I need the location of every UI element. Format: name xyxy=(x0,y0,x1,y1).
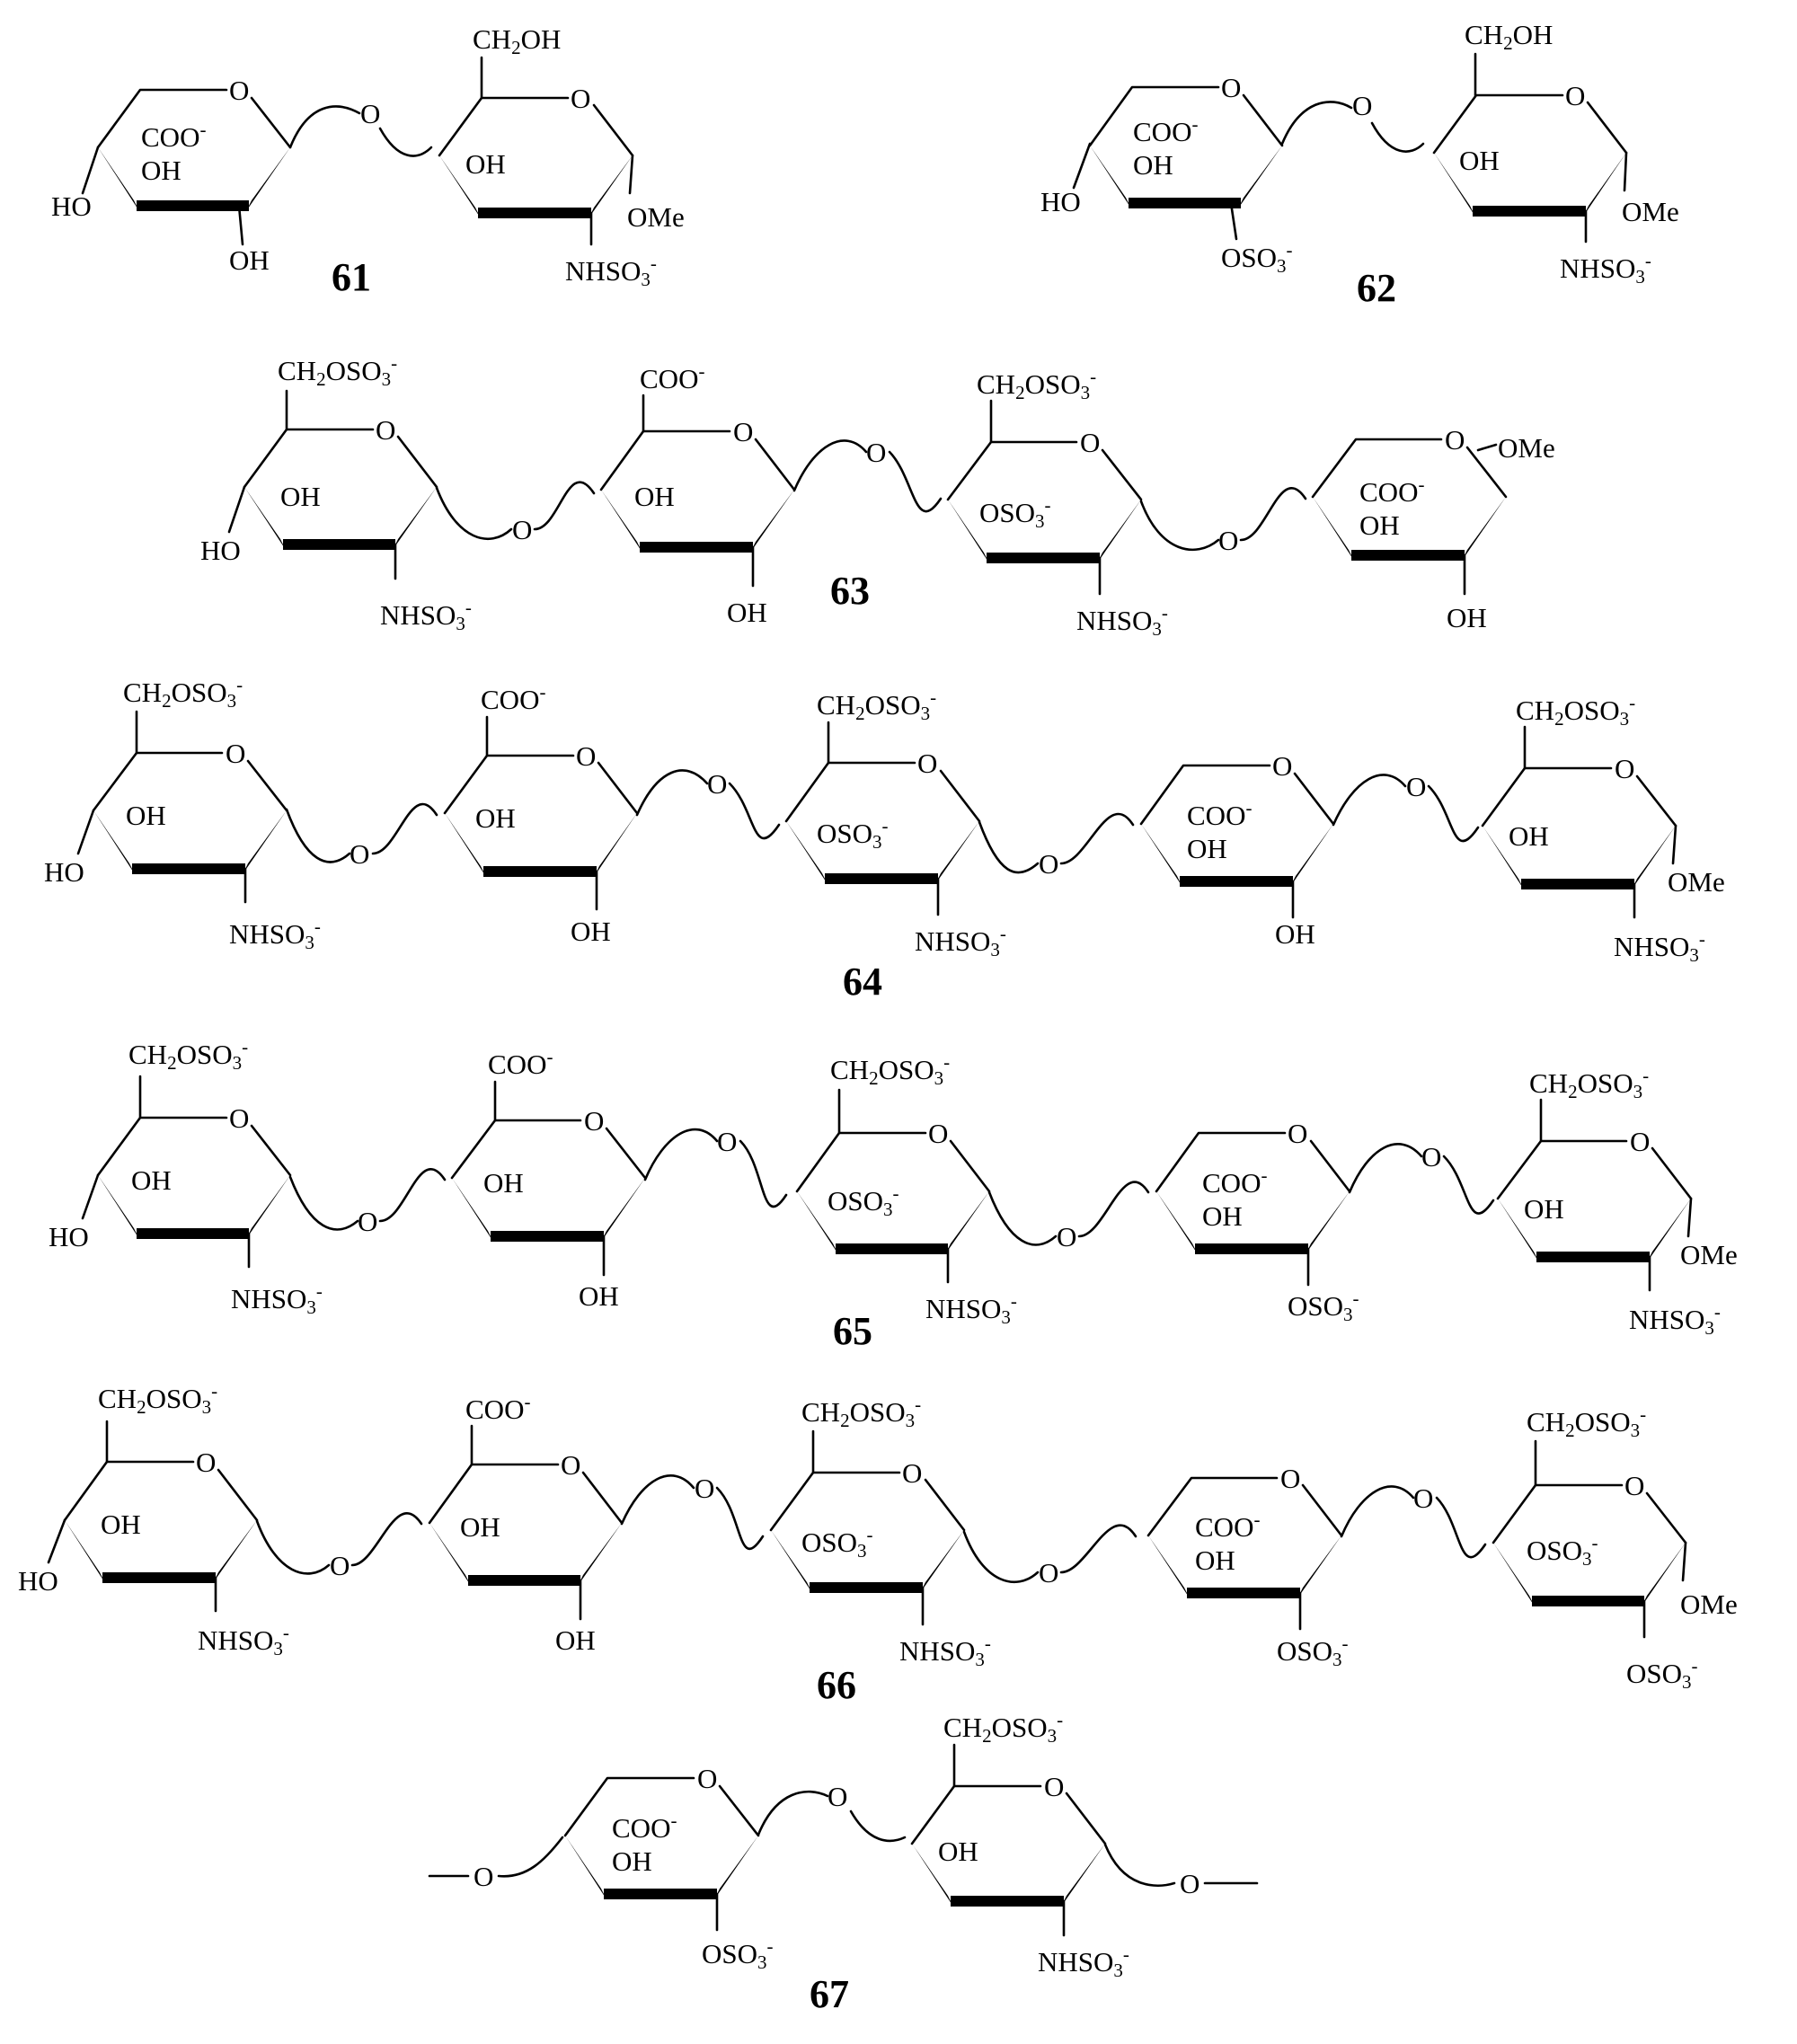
ring-oxygen: O xyxy=(229,75,250,106)
oso3-substituent: OSO3- xyxy=(1626,1655,1698,1694)
glycosidic-oxygen: O xyxy=(1218,525,1239,556)
ring-bond xyxy=(244,429,373,487)
nhso3-substituent: NHSO3- xyxy=(565,252,657,291)
ring-wedge-right xyxy=(935,821,979,884)
glycosidic-bond xyxy=(499,1837,562,1876)
compound-number: 63 xyxy=(830,569,870,613)
coo-substituent: COO- xyxy=(1187,797,1253,831)
glycosidic-oxygen: O xyxy=(1057,1221,1077,1252)
ho-substituent: HO xyxy=(200,535,241,566)
glycosidic-bond xyxy=(352,1513,421,1565)
ring-oxygen: O xyxy=(576,740,597,772)
ch2-substituent: CH2OSO3- xyxy=(1527,1403,1647,1442)
ome-substituent: OMe xyxy=(1622,196,1679,227)
ring-wedge-right xyxy=(920,1530,964,1593)
ring-wedge-right xyxy=(1061,1844,1105,1907)
ho-substituent: HO xyxy=(49,1221,89,1252)
ring-bond xyxy=(398,437,437,487)
compound-number: 64 xyxy=(843,960,882,1004)
substituent-bond xyxy=(1478,445,1496,450)
glycosidic-bond xyxy=(1333,774,1405,825)
oh-substituent: OH xyxy=(1133,149,1173,181)
ring-wedge-front xyxy=(1521,879,1634,889)
ring-bond xyxy=(1647,1493,1686,1543)
ring-wedge-right xyxy=(243,810,287,874)
glycosidic-oxygen: O xyxy=(1421,1141,1442,1172)
glycosidic-bond xyxy=(380,1169,445,1221)
oh-substituent: OH xyxy=(555,1624,596,1656)
ring-wedge-right xyxy=(246,147,290,211)
ch2-substituent: CH2OSO3- xyxy=(817,686,937,725)
ring-wedge-front xyxy=(1180,876,1293,887)
coo-substituent: COO- xyxy=(612,1810,677,1844)
glycosidic-oxygen: O xyxy=(474,1861,494,1892)
glycosidic-bond xyxy=(287,810,350,862)
ring-wedge-front xyxy=(1129,198,1241,208)
glycosidic-bond xyxy=(1437,1498,1485,1557)
ring-oxygen: O xyxy=(1565,80,1586,111)
ho-substituent: HO xyxy=(44,856,84,888)
ring-oxygen: O xyxy=(1221,72,1242,103)
ring-oxygen: O xyxy=(571,83,591,114)
ho-substituent: HO xyxy=(1040,186,1081,217)
oh-substituent: OH xyxy=(126,800,166,831)
ring-oxygen: O xyxy=(1624,1470,1645,1501)
glycosidic-bond xyxy=(964,1532,1038,1582)
glycosidic-oxygen: O xyxy=(1039,1557,1059,1588)
ring-bond xyxy=(1067,1793,1105,1844)
ring-wedge-right xyxy=(945,1191,989,1254)
glycosidic-oxygen: O xyxy=(330,1550,350,1581)
ring-oxygen: O xyxy=(917,748,938,779)
ring-wedge-right xyxy=(1306,1191,1350,1254)
ring-wedge-front xyxy=(1195,1243,1308,1254)
ring-wedge-left xyxy=(98,147,139,211)
glycosidic-bond xyxy=(1341,1486,1413,1536)
coo-substituent: COO- xyxy=(1202,1164,1268,1199)
glycosidic-oxygen: O xyxy=(717,1126,738,1157)
ring-wedge-left xyxy=(1090,146,1131,208)
nhso3-substituent: NHSO3- xyxy=(915,923,1006,961)
ring-wedge-front xyxy=(283,539,395,550)
ring-wedge-front xyxy=(132,863,245,874)
oh-substituent: OH xyxy=(141,155,181,186)
glycosidic-bond xyxy=(1105,1845,1174,1886)
ring-wedge-right xyxy=(1642,1543,1686,1606)
glycosidic-bond xyxy=(730,783,779,838)
ring-oxygen: O xyxy=(584,1105,605,1137)
ch2-substituent: CH2OSO3- xyxy=(1529,1065,1650,1103)
ring-wedge-front xyxy=(810,1582,923,1593)
glycosidic-oxygen: O xyxy=(512,514,533,545)
glycosidic-bond xyxy=(989,1192,1056,1244)
glycosidic-bond xyxy=(622,1475,694,1524)
coo-substituent: COO- xyxy=(1195,1509,1261,1543)
coo-substituent: COO- xyxy=(640,360,705,394)
oso3-substituent: OSO3- xyxy=(801,1524,873,1562)
substituent-bond xyxy=(49,1520,65,1562)
oh-substituent: OH xyxy=(1509,820,1549,852)
ch2-substituent: CH2OSO3- xyxy=(830,1051,951,1090)
ring-wedge-left xyxy=(565,1836,606,1899)
oh-substituent: OH xyxy=(101,1509,141,1540)
ring-oxygen: O xyxy=(196,1447,217,1478)
ch2oh-substituent: CH2OH xyxy=(1465,19,1554,55)
glycosidic-oxygen: O xyxy=(1352,90,1373,121)
ch2-substituent: CH2OSO3- xyxy=(128,1036,249,1075)
compound-65 xyxy=(49,1036,1738,1353)
glycosidic-bond xyxy=(851,1811,905,1841)
compound-63 xyxy=(200,352,1555,640)
ring-wedge-front xyxy=(825,873,938,884)
glycosidic-bond xyxy=(437,488,511,539)
ring-wedge-right xyxy=(1297,1535,1341,1598)
ring-bond xyxy=(925,1480,964,1530)
substituent-bond xyxy=(630,155,633,193)
compound-62 xyxy=(1040,19,1679,310)
ring-oxygen: O xyxy=(697,1763,718,1794)
glycosidic-oxygen: O xyxy=(350,838,370,870)
nhso3-substituent: NHSO3- xyxy=(1076,602,1168,641)
ring-wedge-front xyxy=(491,1231,604,1242)
ring-wedge-front xyxy=(1536,1252,1650,1262)
glycosidic-bond xyxy=(1444,1156,1493,1214)
ch2-substituent: CH2OSO3- xyxy=(801,1394,922,1432)
substituent-bond xyxy=(1624,153,1626,190)
ring-oxygen: O xyxy=(1280,1463,1301,1494)
ring-bond xyxy=(797,1133,925,1191)
oso3-substituent: OSO3- xyxy=(1527,1532,1598,1571)
ring-bond xyxy=(948,442,1076,500)
coo-substituent: COO- xyxy=(465,1391,531,1425)
glycosidic-bond xyxy=(740,1141,786,1207)
nhso3-substituent: NHSO3- xyxy=(380,597,472,635)
nhso3-substituent: NHSO3- xyxy=(925,1290,1017,1329)
ring-bond xyxy=(252,1126,290,1175)
ring-bond xyxy=(583,1473,622,1523)
oh-substituent: OH xyxy=(460,1511,500,1543)
glycosidic-oxygen: O xyxy=(360,98,381,129)
ring-bond xyxy=(598,763,637,813)
ring-bond xyxy=(720,1786,758,1836)
glycosidic-oxygen: O xyxy=(866,437,887,468)
ring-wedge-left xyxy=(65,1520,105,1583)
glycosidic-oxygen: O xyxy=(358,1206,378,1237)
ring-oxygen: O xyxy=(226,738,246,769)
ring-wedge-front xyxy=(640,542,753,553)
glycosidic-bond xyxy=(257,1521,329,1573)
compound-number: 61 xyxy=(332,255,371,299)
ring-wedge-right xyxy=(601,1178,645,1242)
ring-wedge-right xyxy=(213,1520,257,1583)
oso3-substituent: OSO3- xyxy=(828,1182,899,1221)
glycosidic-bond xyxy=(1141,501,1218,550)
compound-number: 67 xyxy=(810,1972,849,2016)
ring-wedge-front xyxy=(987,553,1100,563)
ring-wedge-front xyxy=(137,200,249,211)
glycosidic-oxygen: O xyxy=(695,1473,715,1504)
compound-number: 65 xyxy=(833,1309,872,1353)
ring-wedge-right xyxy=(578,1523,622,1586)
glycosidic-bond xyxy=(1282,102,1351,144)
oso3-substituent: OSO3- xyxy=(1288,1287,1359,1326)
glycosidic-bond xyxy=(373,804,437,854)
ring-bond xyxy=(594,105,633,155)
ome-substituent: OMe xyxy=(1498,432,1555,464)
oh-substituent: OH xyxy=(1202,1200,1243,1232)
ring-oxygen: O xyxy=(1615,753,1635,784)
substituent-bond xyxy=(1673,826,1676,863)
ring-wedge-right xyxy=(1583,153,1626,217)
glycosidic-bond xyxy=(535,482,594,529)
ring-bond xyxy=(218,1470,257,1520)
ring-bond xyxy=(756,439,794,490)
glycosidic-bond xyxy=(1079,1182,1148,1236)
oh-substituent: OH xyxy=(1359,509,1400,541)
ring-wedge-right xyxy=(1462,497,1506,561)
oso3-substituent: OSO3- xyxy=(1221,239,1293,278)
ring-wedge-right xyxy=(1097,500,1141,563)
compound-64 xyxy=(44,674,1725,1004)
ring-oxygen: O xyxy=(1272,750,1293,782)
nhso3-substituent: NHSO3- xyxy=(1560,250,1651,288)
ring-bond xyxy=(1637,776,1676,826)
ring-wedge-front xyxy=(478,208,591,218)
oh-substituent: OH xyxy=(483,1167,524,1199)
ho-substituent: HO xyxy=(51,190,92,222)
ring-bond xyxy=(252,98,290,147)
ring-bond xyxy=(1311,1141,1350,1191)
oh-substituent: OH xyxy=(1195,1544,1235,1576)
glycosidic-oxygen: O xyxy=(1039,848,1059,880)
ring-wedge-right xyxy=(246,1175,290,1239)
ring-oxygen: O xyxy=(902,1457,923,1489)
ring-wedge-front xyxy=(1532,1596,1644,1606)
ring-bond xyxy=(248,761,287,810)
glycosidic-bond xyxy=(1241,488,1306,540)
ch2-substituent: CH2OSO3- xyxy=(1516,692,1636,730)
ring-wedge-left xyxy=(1148,1535,1190,1598)
oh-substituent: OH xyxy=(727,597,767,628)
ring-wedge-right xyxy=(393,487,437,550)
ring-wedge-right xyxy=(594,813,637,877)
oh-substituent: OH xyxy=(612,1845,652,1877)
compound-number: 62 xyxy=(1357,266,1396,310)
ch2-substituent: CH2OSO3- xyxy=(98,1380,218,1419)
substituent-bond xyxy=(239,206,243,244)
ring-bond xyxy=(1498,1141,1626,1199)
glycosidic-bond xyxy=(1061,814,1133,863)
glycosidic-bond xyxy=(890,452,941,511)
ch2-substituent: CH2OSO3- xyxy=(123,674,243,712)
glycosidic-bond xyxy=(290,107,359,147)
glycosidic-bond xyxy=(979,822,1038,872)
oh-substituent: OH xyxy=(571,916,611,947)
ring-wedge-left xyxy=(1313,497,1354,561)
ring-bond xyxy=(1295,774,1333,824)
coo-substituent: COO- xyxy=(488,1046,553,1080)
substituent-bond xyxy=(229,487,244,532)
compound-66 xyxy=(18,1380,1738,1707)
ring-wedge-front xyxy=(604,1889,717,1899)
nhso3-substituent: NHSO3- xyxy=(229,916,321,954)
glycosidic-bond xyxy=(717,1488,763,1549)
ring-oxygen: O xyxy=(1445,424,1465,456)
glycosidic-bond xyxy=(290,1177,358,1229)
glycosidic-bond xyxy=(1061,1526,1136,1572)
ring-wedge-right xyxy=(1238,146,1282,208)
oh-substituent: OH xyxy=(634,481,675,512)
oh-substituent: OH xyxy=(1187,833,1227,864)
ring-wedge-front xyxy=(1351,550,1465,561)
oso3-substituent: OSO3- xyxy=(702,1935,774,1974)
ring-wedge-front xyxy=(1187,1588,1300,1598)
ring-wedge-left xyxy=(1141,824,1182,887)
ring-wedge-front xyxy=(102,1572,216,1583)
ring-wedge-right xyxy=(750,490,794,553)
ring-bond xyxy=(1303,1485,1341,1535)
glycosidic-oxygen: O xyxy=(1413,1482,1434,1514)
compound-number: 66 xyxy=(817,1663,856,1707)
glycosidic-oxygen: O xyxy=(707,768,728,800)
oh-substituent: OH xyxy=(938,1836,978,1867)
ome-substituent: OMe xyxy=(1680,1588,1738,1620)
ring-oxygen: O xyxy=(1630,1126,1651,1157)
ring-wedge-right xyxy=(714,1836,758,1899)
oh-substituent: OH xyxy=(229,244,270,276)
ring-oxygen: O xyxy=(1044,1771,1065,1802)
ring-bond xyxy=(1652,1148,1691,1199)
substituent-bond xyxy=(83,1175,98,1218)
ch2-substituent: CH2OSO3- xyxy=(977,366,1097,404)
nhso3-substituent: NHSO3- xyxy=(231,1280,323,1319)
oh-substituent: OH xyxy=(1447,602,1487,633)
glycosidic-oxygen: O xyxy=(1406,771,1427,802)
ring-wedge-right xyxy=(1290,824,1333,887)
ome-substituent: OMe xyxy=(1680,1239,1738,1270)
glycosidic-bond xyxy=(758,1792,828,1835)
oh-substituent: OH xyxy=(1524,1193,1564,1225)
substituent-bond xyxy=(1683,1543,1686,1580)
ring-bond xyxy=(1588,102,1626,153)
oh-substituent: OH xyxy=(280,481,321,512)
ring-bond xyxy=(1244,95,1282,146)
coo-substituent: COO- xyxy=(1359,473,1425,508)
ch2oh-substituent: CH2OH xyxy=(473,23,562,59)
nhso3-substituent: NHSO3- xyxy=(198,1622,289,1660)
glycosidic-bond xyxy=(1372,123,1423,152)
oso3-substituent: OSO3- xyxy=(979,494,1051,533)
glycosidic-bond xyxy=(794,440,866,491)
ring-wedge-right xyxy=(589,155,633,218)
ring-wedge-front xyxy=(836,1243,948,1254)
ring-bond xyxy=(439,98,568,155)
coo-substituent: COO- xyxy=(481,681,546,715)
substituent-bond xyxy=(78,810,93,854)
ring-oxygen: O xyxy=(733,416,754,447)
ome-substituent: OMe xyxy=(627,201,685,233)
ring-bond xyxy=(951,1141,989,1191)
nhso3-substituent: NHSO3- xyxy=(1614,928,1705,967)
oh-substituent: OH xyxy=(131,1164,172,1196)
glycosidic-oxygen: O xyxy=(828,1781,848,1812)
ring-oxygen: O xyxy=(928,1118,949,1149)
substituent-bond xyxy=(1074,144,1090,188)
oh-substituent: OH xyxy=(1275,918,1315,950)
oh-substituent: OH xyxy=(465,148,506,180)
glycosidic-bond xyxy=(645,1129,717,1180)
ho-substituent: HO xyxy=(18,1565,58,1597)
substituent-bond xyxy=(1688,1199,1691,1236)
ring-bond xyxy=(771,1473,899,1530)
compound-61 xyxy=(51,23,685,299)
substituent-bond xyxy=(83,147,98,193)
ome-substituent: OMe xyxy=(1668,866,1725,898)
oh-substituent: OH xyxy=(1459,145,1500,176)
ring-oxygen: O xyxy=(376,414,396,446)
glycosidic-bond xyxy=(637,770,707,815)
ring-bond xyxy=(941,771,979,821)
nhso3-substituent: NHSO3- xyxy=(1629,1301,1721,1340)
ring-wedge-front xyxy=(137,1228,249,1239)
ring-bond xyxy=(786,763,915,821)
ring-oxygen: O xyxy=(229,1102,250,1134)
ring-oxygen: O xyxy=(561,1449,581,1481)
oso3-substituent: OSO3- xyxy=(817,815,889,854)
ring-wedge-left xyxy=(1156,1191,1198,1254)
coo-substituent: COO- xyxy=(1133,113,1199,147)
oso3-substituent: OSO3- xyxy=(1277,1633,1349,1671)
ring-wedge-front xyxy=(483,866,597,877)
ring-wedge-front xyxy=(1473,206,1586,217)
ch2-substituent: CH2OSO3- xyxy=(943,1709,1064,1748)
ring-wedge-front xyxy=(951,1896,1064,1907)
nhso3-substituent: NHSO3- xyxy=(1038,1943,1129,1982)
ring-bond xyxy=(606,1128,645,1178)
ring-oxygen: O xyxy=(1080,427,1101,458)
oh-substituent: OH xyxy=(475,802,516,834)
glycosidic-oxygen: O xyxy=(1180,1868,1200,1899)
ring-oxygen: O xyxy=(1288,1118,1308,1149)
ring-bond xyxy=(1483,768,1611,826)
ch2-substituent: CH2OSO3- xyxy=(278,352,398,391)
nhso3-substituent: NHSO3- xyxy=(899,1633,991,1671)
ring-wedge-front xyxy=(468,1575,580,1586)
glycosidic-bond xyxy=(1350,1144,1421,1192)
oh-substituent: OH xyxy=(579,1280,619,1312)
glycosidic-bond xyxy=(380,128,431,155)
ring-bond xyxy=(1102,450,1141,500)
compound-67 xyxy=(429,1709,1257,2016)
coo-substituent: COO- xyxy=(141,119,207,153)
glycosidic-bond xyxy=(1429,786,1478,841)
